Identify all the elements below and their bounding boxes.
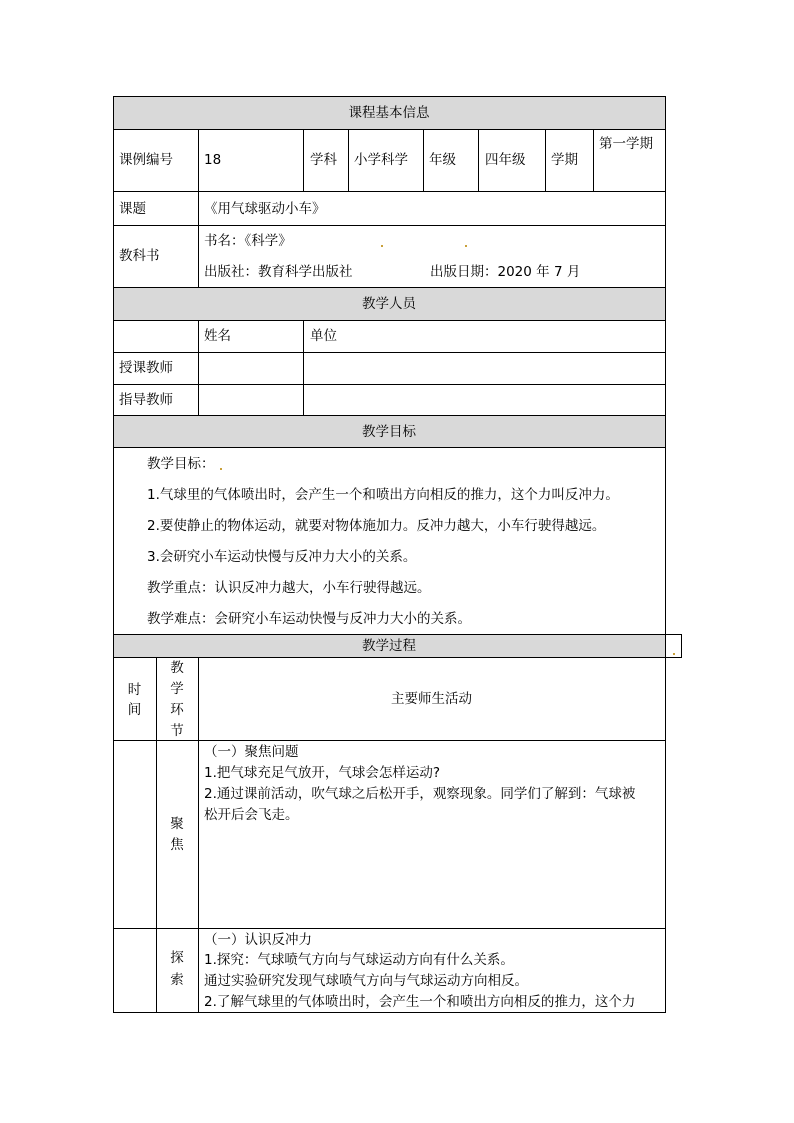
explore-line: 通过实验研究发现气球喷气方向与气球运动方向相反。 [204,973,528,989]
stage-col-char: 节 [170,723,184,739]
publish-date: 出版日期：2020 年 7 月 [430,264,581,280]
book-name: 书名：《科学》 [204,233,292,249]
goal-item: 3.会研究小车运动快慢与反冲力大小的关系。 [147,549,417,565]
unit-column-header: 单位 [310,328,337,344]
explore-line: （一）认识反冲力 [204,932,312,948]
focus-line: （一）聚焦问题 [204,744,299,760]
focus-line: 1.把气球充足气放开，气球会怎样运动? [204,765,441,781]
case-no-value: 18 [204,152,222,168]
course-info-header: 课程基本信息 [348,105,430,121]
name-column-header: 姓名 [204,328,231,344]
explore-stage-char: 探 [170,950,184,966]
explore-line: 2.了解气球里的气体喷出时，会产生一个和喷出方向相反的推力，这个力 [204,994,636,1010]
subject-value: 小学科学 [354,152,408,168]
grade-label: 年级 [429,152,456,168]
process-header: 教学过程 [362,638,416,654]
mentor-label: 指导教师 [119,392,173,408]
focus-stage-char: 焦 [170,837,184,853]
explore-stage-char: 索 [170,972,184,988]
term-label: 学期 [551,152,578,168]
difficulty: 教学难点：会研究小车运动快慢与反冲力大小的关系。 [147,611,471,627]
explore-line: 1.探究：气球喷气方向与气球运动方向有什么关系。 [204,952,514,968]
stage-col-char: 环 [170,702,184,718]
time-col-char: 间 [127,702,142,718]
staff-header: 教学人员 [362,296,416,312]
textbook-label: 教科书 [119,248,160,264]
teacher-label: 授课教师 [119,360,173,376]
publisher: 出版社：教育科学出版社 [204,264,353,280]
goal-item: 2.要使静止的物体运动，就要对物体施加力。反冲力越大，小车行驶得越远。 [147,518,606,534]
case-no-label: 课例编号 [119,152,173,168]
key-point: 教学重点：认识反冲力越大，小车行驶得越远。 [147,580,431,596]
stage-col-char: 教 [170,660,184,676]
activity-column-header: 主要师生活动 [391,691,472,707]
topic-value: 《用气球驱动小车》 [204,201,326,217]
goals-header: 教学目标 [362,424,416,440]
subject-label: 学科 [310,152,337,168]
stage-col-char: 学 [170,681,184,697]
time-col-char: 时 [127,682,142,698]
goal-item: 1.气球里的气体喷出时，会产生一个和喷出方向相反的推力，这个力叫反冲力。 [147,487,619,503]
focus-line: 松开后会飞走。 [204,807,299,823]
focus-stage-char: 聚 [170,816,184,832]
focus-line: 2.通过课前活动，吹气球之后松开手，观察现象。同学们了解到：气球被 [204,786,636,802]
goals-title: 教学目标： [147,456,215,472]
topic-label: 课题 [119,201,146,217]
term-value: 第一学期 [599,136,653,152]
grade-value: 四年级 [485,152,526,168]
